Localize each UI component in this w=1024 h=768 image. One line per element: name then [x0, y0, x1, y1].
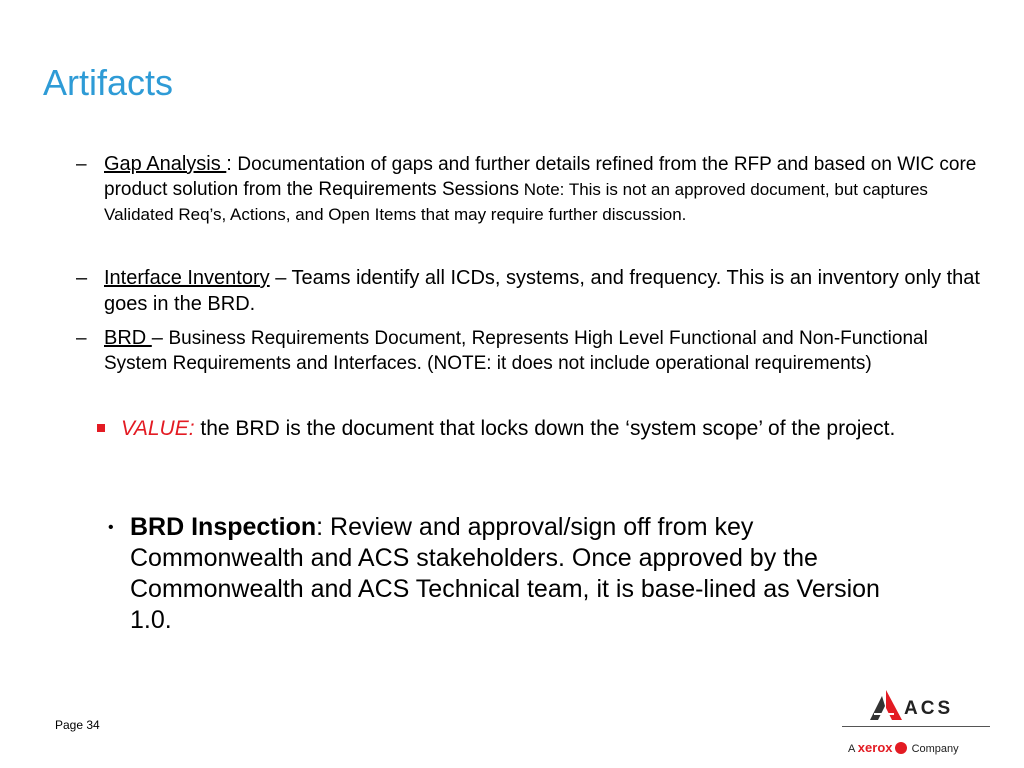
tagline-prefix: A	[848, 743, 855, 755]
description-interface-inventory: Teams identify all ICDs, systems, and frequency. This is an inventory only that goes in the BRD.	[104, 267, 980, 315]
acs-logo	[842, 688, 992, 760]
slide-title: Artifacts	[43, 62, 174, 103]
dash-marker: –	[76, 328, 87, 349]
value-text: the BRD is the document that locks down the ‘system scope’ of the project.	[194, 417, 896, 440]
xerox-wordmark: xerox	[857, 740, 893, 755]
page-number: Page 34	[55, 718, 100, 732]
logo-divider	[842, 726, 990, 727]
dash-marker: –	[76, 267, 88, 289]
separator: –	[269, 267, 292, 289]
term-brd: BRD	[104, 327, 152, 349]
separator: :	[226, 153, 238, 175]
description-brd-inspection: : Review and approval/sign off from key Commonwealth and ACS stakeholders. Once approved by the Commonwealth and ACS Technical team, it is base-lined as Version 1.0.	[130, 513, 880, 634]
description-gap-analysis: Documentation of gaps and further details refined from the RFP and based on WIC core product solution from the Requirements Sessions	[104, 154, 977, 200]
dash-marker: –	[76, 154, 87, 175]
bullet-marker: •	[108, 519, 114, 536]
term-interface-inventory: Interface Inventory	[104, 267, 270, 289]
xerox-ball-icon	[895, 742, 907, 754]
note-gap-analysis: Note: This is not an approved document, but captures Validated Req’s, Actions, and Open Items that may require further discussion.	[104, 180, 928, 224]
value-label: VALUE:	[121, 417, 195, 440]
acs-triangle-icon	[868, 688, 904, 722]
xerox-tagline	[848, 740, 959, 755]
list-item-brd-inspection	[108, 512, 908, 636]
separator: –	[151, 327, 169, 349]
description-brd: Business Requirements Document, Represents High Level Functional and Non-Functional System Requirements and Interfaces. (NOTE: it does not include operational requirements)	[104, 328, 928, 374]
acs-wordmark: ACS	[904, 698, 954, 719]
tagline-suffix: Company	[911, 743, 959, 755]
square-bullet-icon	[97, 424, 105, 432]
term-gap-analysis: Gap Analysis	[104, 153, 227, 175]
list-item-gap-analysis	[76, 152, 991, 227]
value-item	[97, 415, 997, 443]
term-brd-inspection: BRD Inspection	[130, 513, 317, 541]
list-item-interface-inventory	[76, 265, 991, 317]
list-item-brd	[76, 326, 991, 376]
